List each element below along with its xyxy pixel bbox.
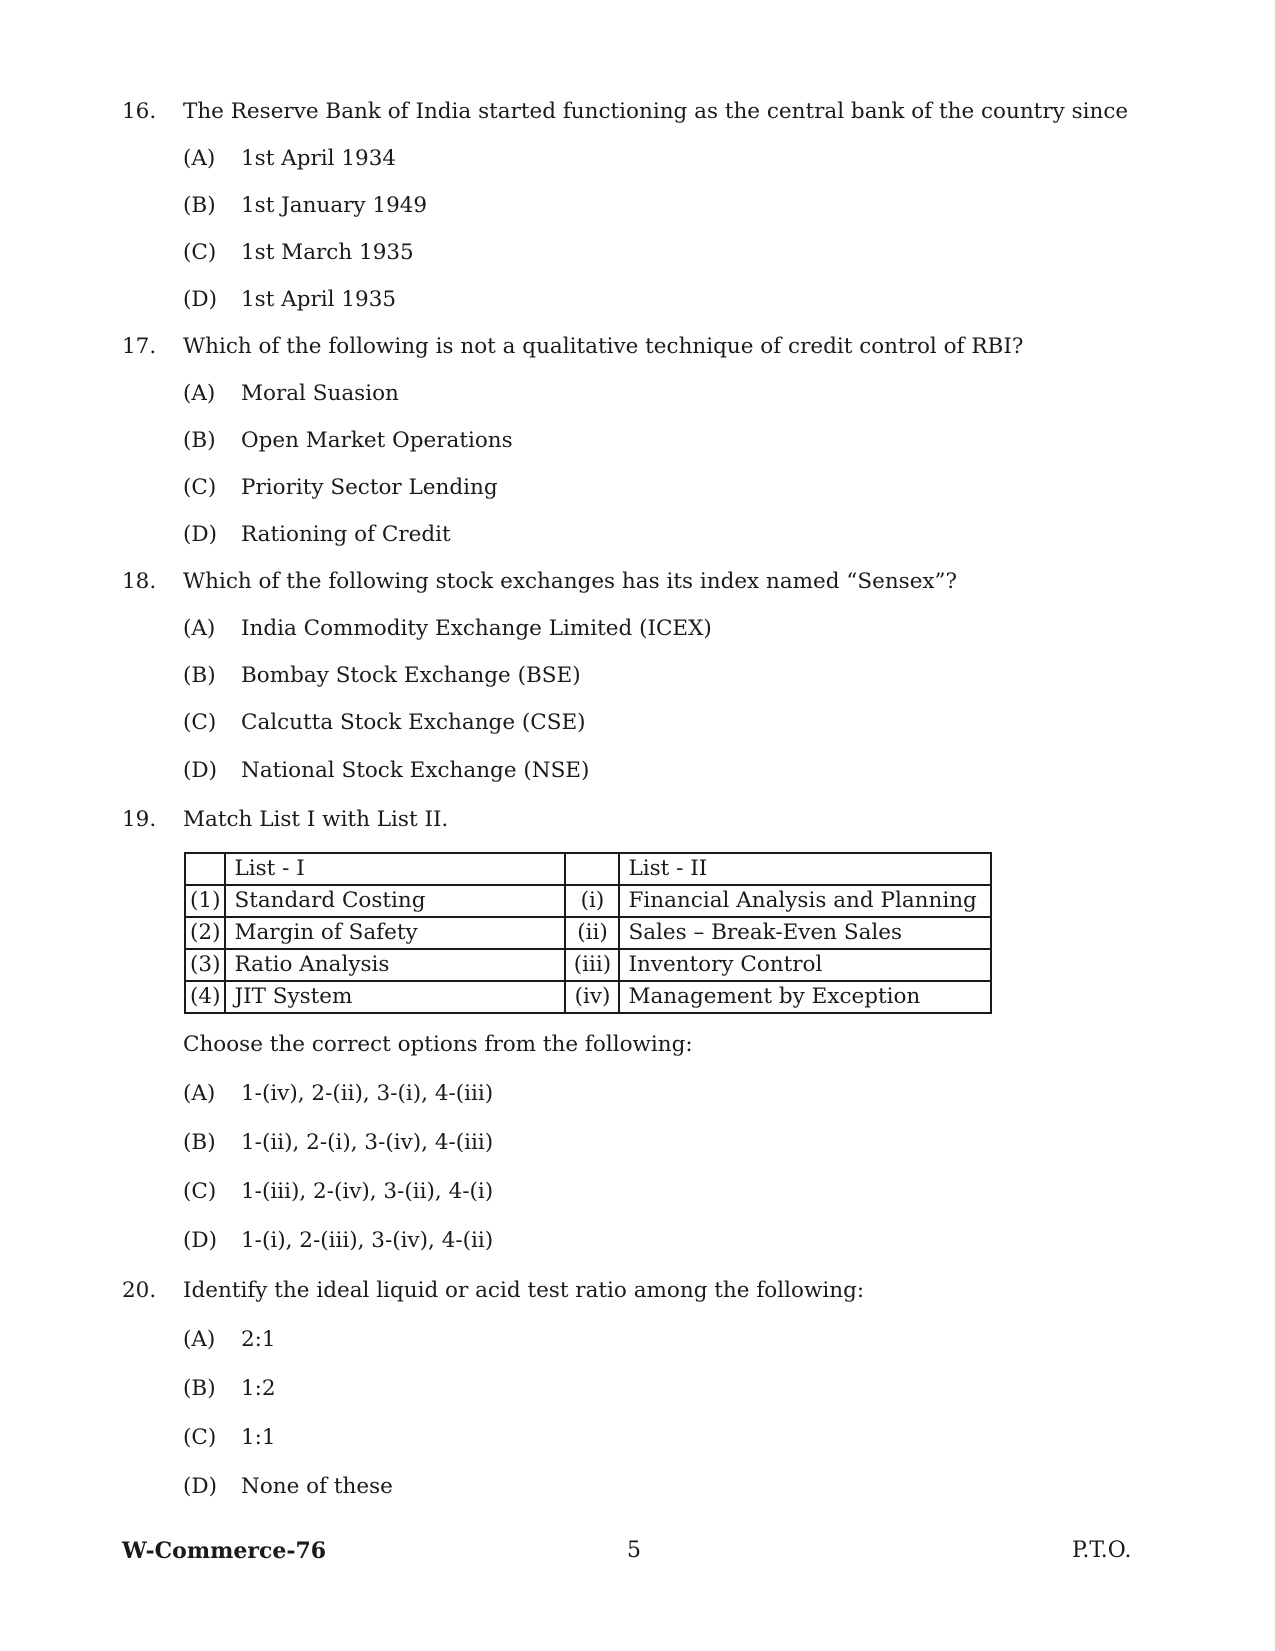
option-label: (B) <box>183 193 216 218</box>
table-row <box>185 885 991 917</box>
option-text: 1-(i), 2-(iii), 3-(iv), 4-(ii) <box>241 1228 494 1253</box>
table-cell: (3) <box>185 949 225 981</box>
option-label: (A) <box>183 1081 216 1106</box>
table-cell: Inventory Control <box>619 949 991 981</box>
pto-label: P.T.O. <box>1072 1538 1132 1563</box>
option-text: India Commodity Exchange Limited (ICEX) <box>241 616 712 641</box>
option-text: Priority Sector Lending <box>241 475 498 500</box>
page-number: 5 <box>627 1538 641 1563</box>
table-cell: (iv) <box>565 981 619 1013</box>
option-text: 1-(iv), 2-(ii), 3-(i), 4-(iii) <box>241 1081 494 1106</box>
question-text: The Reserve Bank of India started functioning as the central bank of the country since <box>183 99 1129 124</box>
option-text: Rationing of Credit <box>241 522 451 547</box>
question-text: Which of the following is not a qualitative technique of credit control of RBI? <box>183 334 1024 359</box>
table-cell: (2) <box>185 917 225 949</box>
option-label: (A) <box>183 616 216 641</box>
table-cell: Management by Exception <box>619 981 991 1013</box>
option-text: None of these <box>241 1474 393 1499</box>
table-header-row <box>185 853 991 885</box>
option-label: (A) <box>183 381 216 406</box>
table-header-list-1: List - I <box>225 853 565 885</box>
table-cell: Financial Analysis and Planning <box>619 885 991 917</box>
question-text: Match List I with List II. <box>183 807 449 832</box>
table-cell: (4) <box>185 981 225 1013</box>
option-label: (C) <box>183 1425 217 1450</box>
question-number: 20. <box>122 1278 157 1303</box>
option-text: 1-(ii), 2-(i), 3-(iv), 4-(iii) <box>241 1130 494 1155</box>
option-label: (D) <box>183 758 218 783</box>
table-header-list-2: List - II <box>619 853 991 885</box>
option-text: 1-(iii), 2-(iv), 3-(ii), 4-(i) <box>241 1179 494 1204</box>
option-text: 1:2 <box>241 1376 276 1401</box>
table-cell <box>185 853 225 885</box>
table-cell: JIT System <box>225 981 565 1013</box>
option-text: Calcutta Stock Exchange (CSE) <box>241 710 586 735</box>
match-table <box>184 852 992 1014</box>
option-text: 1st January 1949 <box>241 193 428 218</box>
table-cell: (iii) <box>565 949 619 981</box>
option-label: (C) <box>183 710 217 735</box>
question-text: Which of the following stock exchanges has its index named “Sensex”? <box>183 569 958 594</box>
option-text: 1st April 1935 <box>241 287 397 312</box>
table-cell: (ii) <box>565 917 619 949</box>
question-text: Identify the ideal liquid or acid test ratio among the following: <box>183 1278 865 1303</box>
question-number: 18. <box>122 569 157 594</box>
table-cell: (1) <box>185 885 225 917</box>
option-label: (B) <box>183 1130 216 1155</box>
table-cell <box>565 853 619 885</box>
option-label: (C) <box>183 475 217 500</box>
option-label: (C) <box>183 1179 217 1204</box>
table-row <box>185 917 991 949</box>
table-cell: Standard Costing <box>225 885 565 917</box>
question-number: 19. <box>122 807 157 832</box>
option-label: (D) <box>183 287 218 312</box>
option-label: (B) <box>183 428 216 453</box>
question-number: 16. <box>122 99 157 124</box>
option-label: (D) <box>183 522 218 547</box>
option-text: Open Market Operations <box>241 428 513 453</box>
table-cell: (i) <box>565 885 619 917</box>
paper-code: W-Commerce-76 <box>122 1538 327 1564</box>
option-label: (B) <box>183 1376 216 1401</box>
table-row <box>185 949 991 981</box>
question-number: 17. <box>122 334 157 359</box>
option-label: (A) <box>183 146 216 171</box>
option-text: Bombay Stock Exchange (BSE) <box>241 663 581 688</box>
table-cell: Sales – Break-Even Sales <box>619 917 991 949</box>
option-label: (D) <box>183 1228 218 1253</box>
option-label: (B) <box>183 663 216 688</box>
option-label: (D) <box>183 1474 218 1499</box>
table-row <box>185 981 991 1013</box>
table-cell: Margin of Safety <box>225 917 565 949</box>
instruction-text: Choose the correct options from the following: <box>183 1032 693 1057</box>
option-label: (C) <box>183 240 217 265</box>
option-text: Moral Suasion <box>241 381 399 406</box>
option-text: National Stock Exchange (NSE) <box>241 758 590 783</box>
option-text: 1:1 <box>241 1425 276 1450</box>
option-label: (A) <box>183 1327 216 1352</box>
table-cell: Ratio Analysis <box>225 949 565 981</box>
option-text: 1st March 1935 <box>241 240 414 265</box>
option-text: 1st April 1934 <box>241 146 397 171</box>
option-text: 2:1 <box>241 1327 276 1352</box>
